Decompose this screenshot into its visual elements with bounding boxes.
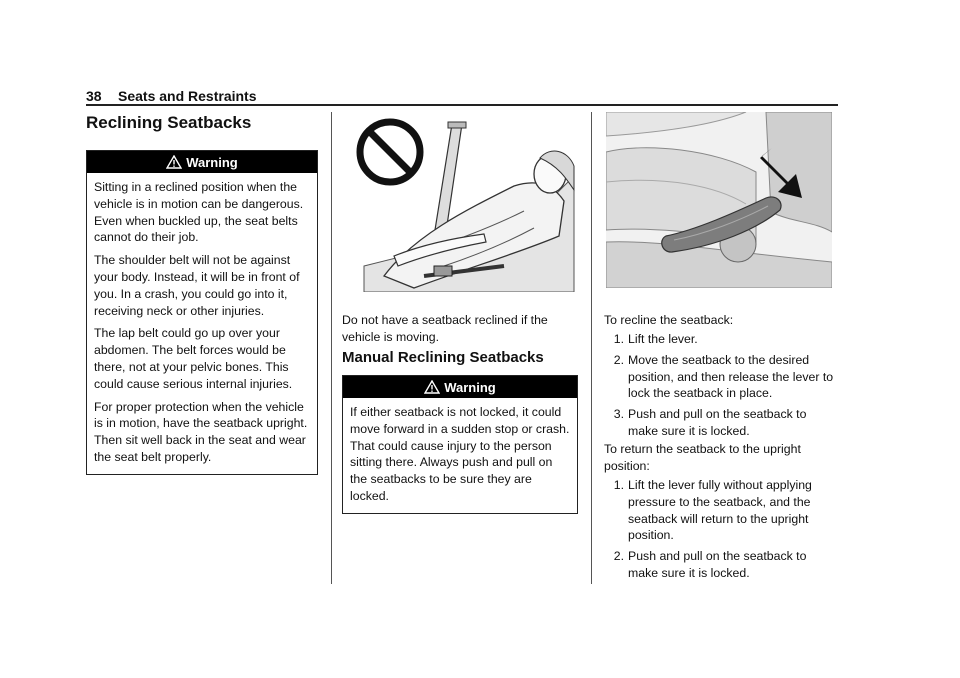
page-title: Reclining Seatbacks (86, 113, 252, 132)
recline-steps-list (604, 331, 836, 444)
warning-box (86, 150, 318, 475)
warning-paragraph: The lap belt could go up over your abdomen. The belt forces would be there, not at your pelvic bones. This could cause serious internal injuries. (94, 326, 293, 391)
list-item (604, 331, 836, 348)
list-item-number: 2. (613, 352, 624, 367)
list-item-number: 2. (613, 549, 624, 564)
section-subtitle: Manual Reclining Seatbacks (342, 349, 544, 366)
list-item-text: Lift the lever. (628, 332, 698, 346)
list-item (604, 477, 836, 544)
list-item-text: Lift the lever fully without applying pressure to the seatback, and the seatback will return to the upright position. (628, 478, 812, 543)
list-item (604, 548, 836, 582)
list-item (604, 352, 836, 402)
no-reclined-seat-prohibition-illustration (354, 116, 576, 292)
list-item-text: Push and pull on the seatback to make sure it is locked. (628, 407, 807, 438)
column-divider (591, 112, 592, 584)
upright-steps-list (604, 477, 836, 586)
illustration-caption: Do not have a seatback reclined if the vehicle is moving. (342, 313, 548, 344)
warning-label: Warning (444, 379, 496, 395)
warning-body (87, 173, 317, 474)
warning-icon (166, 155, 182, 169)
warning-paragraph: The shoulder belt will not be against your body. Instead, it will be in front of you. In a crash, you could go into it, receiving neck or other injuries. (94, 253, 300, 318)
page-number: 38 (86, 88, 102, 104)
list-item-text: Push and pull on the seatback to make sure it is locked. (628, 549, 807, 580)
page-header (86, 86, 838, 104)
warning-paragraph: For proper protection when the vehicle is in motion, have the seatback upright. Then sit well back in the seat and wear the seat belt properly. (94, 399, 308, 464)
list-item (604, 406, 836, 440)
warning-box (342, 375, 578, 514)
warning-header (343, 376, 577, 398)
list-item-number: 3. (613, 407, 624, 422)
warning-header (87, 151, 317, 173)
header-rule (86, 104, 838, 106)
warning-body (343, 398, 577, 513)
warning-icon (424, 380, 440, 394)
column-divider (331, 112, 332, 584)
list-item-number: 1. (613, 478, 624, 492)
recline-intro: To recline the seatback: (604, 313, 734, 327)
column-left (86, 112, 318, 475)
seat-recline-lever-illustration (606, 112, 832, 288)
warning-label: Warning (186, 154, 238, 170)
warning-paragraph: If either seatback is not locked, it could move forward in a sudden stop or crash. That could cause injury to the person sitting there. Always push and pull on the seatbacks to be sure they are locked. (350, 405, 570, 503)
warning-paragraph: Sitting in a reclined position when the vehicle is in motion can be dangerous. Even when buckled up, the seat belts cannot do their job. (94, 180, 304, 245)
list-item-text: Move the seatback to the desired position, and then release the lever to lock the seatback in place. (628, 352, 834, 401)
list-item-number: 1. (613, 332, 624, 346)
upright-intro: To return the seatback to the upright position: (604, 442, 801, 473)
section-title: Seats and Restraints (118, 88, 257, 104)
